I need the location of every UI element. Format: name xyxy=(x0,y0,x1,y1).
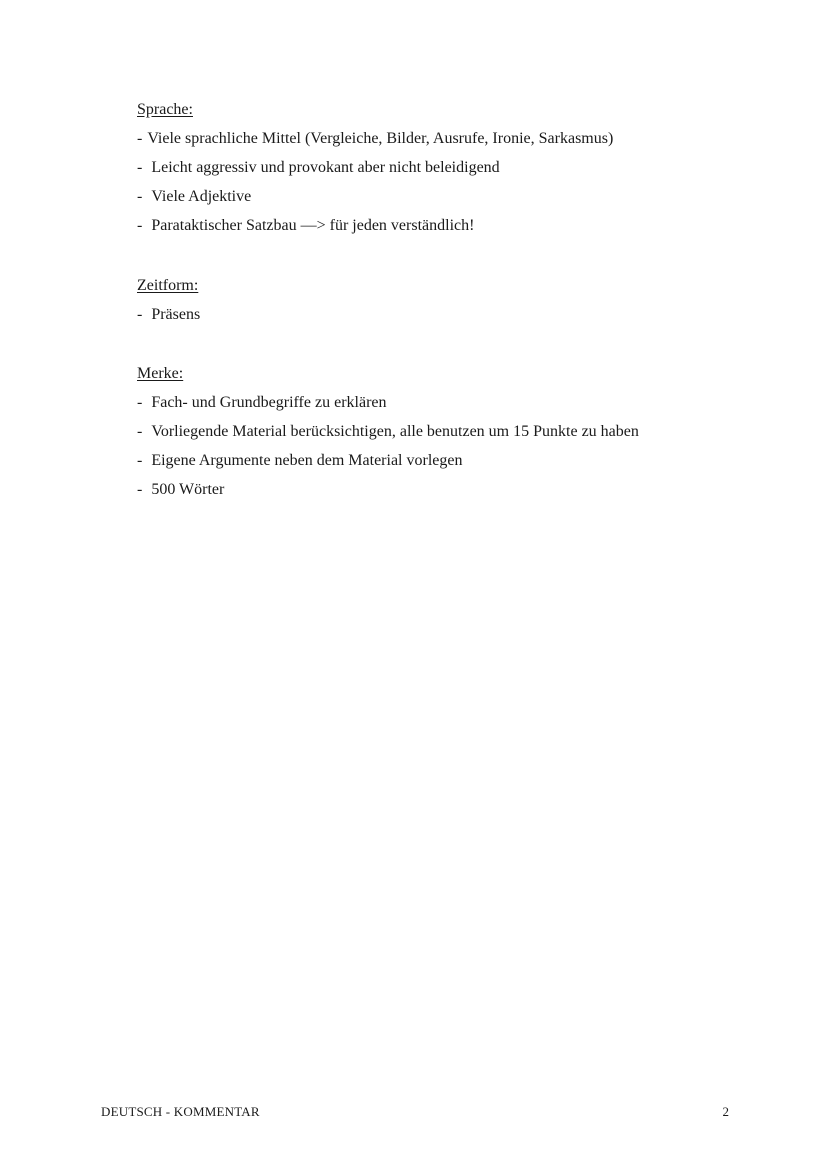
list-item xyxy=(137,158,737,178)
section-merke xyxy=(137,364,737,509)
section-heading: Merke: xyxy=(137,365,184,382)
list-item xyxy=(137,422,737,442)
bullet-list xyxy=(137,305,737,325)
page-number: 2 xyxy=(722,1104,729,1119)
list-item-text: Viele Adjektive xyxy=(151,188,252,205)
bullet-dash: - xyxy=(137,217,143,234)
list-item-text: Fach- und Grundbegriffe zu erklären xyxy=(151,394,387,411)
list-item-text: Parataktischer Satzbau —> für jeden verständlich! xyxy=(151,217,475,234)
list-item xyxy=(137,393,737,413)
bullet-list xyxy=(137,129,737,236)
bullet-dash: - xyxy=(137,423,143,440)
bullet-dash: - xyxy=(137,481,143,498)
list-item-text: Viele sprachliche Mittel (Vergleiche, Bilder, Ausrufe, Ironie, Sarkasmus) xyxy=(147,130,614,147)
section-heading: Zeitform: xyxy=(137,277,199,294)
section-zeitform xyxy=(137,276,737,334)
list-item xyxy=(137,451,737,471)
list-item xyxy=(137,480,737,500)
list-item xyxy=(137,129,737,149)
bullet-dash: - xyxy=(137,394,143,411)
section-heading: Sprache: xyxy=(137,101,193,118)
bullet-dash: - xyxy=(137,306,143,323)
bullet-dash: - xyxy=(137,130,143,147)
list-item-text: 500 Wörter xyxy=(151,481,225,498)
list-item xyxy=(137,305,737,325)
section-sprache xyxy=(137,100,737,245)
bullet-dash: - xyxy=(137,452,143,469)
list-item xyxy=(137,216,737,236)
bullet-dash: - xyxy=(137,188,143,205)
bullet-list xyxy=(137,393,737,500)
list-item-text: Leicht aggressiv und provokant aber nicht beleidigend xyxy=(151,159,500,176)
bullet-dash: - xyxy=(137,159,143,176)
footer-title: DEUTSCH - KOMMENTAR xyxy=(101,1104,260,1119)
list-item xyxy=(137,187,737,207)
list-item-text: Vorliegende Material berücksichtigen, alle benutzen um 15 Punkte zu haben xyxy=(151,423,639,440)
list-item-text: Eigene Argumente neben dem Material vorlegen xyxy=(151,452,463,469)
list-item-text: Präsens xyxy=(151,306,201,323)
